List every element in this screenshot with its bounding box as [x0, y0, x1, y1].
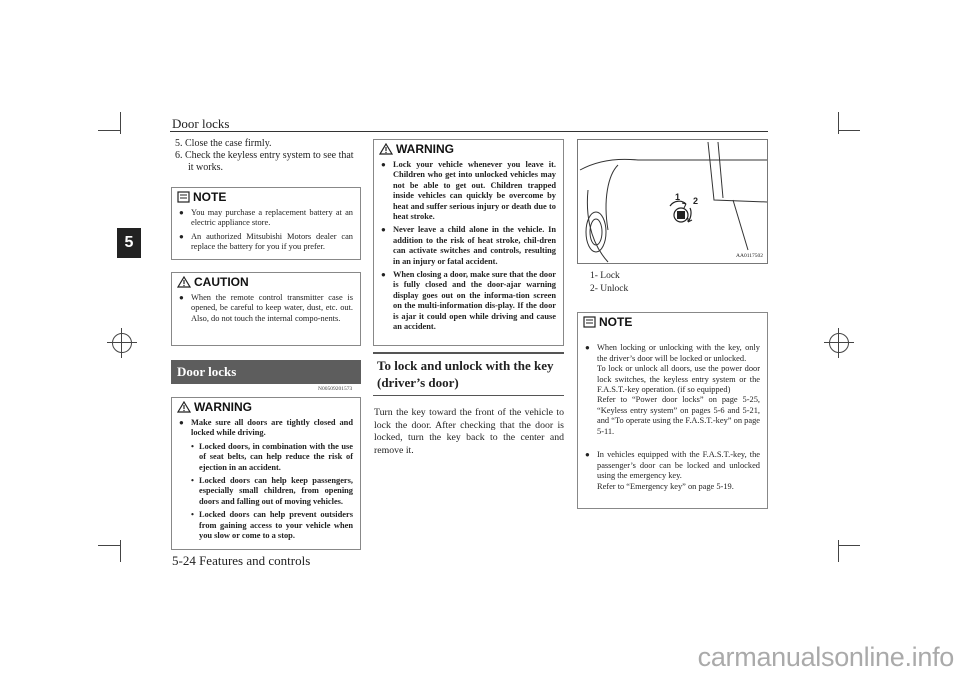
registration-mark	[829, 333, 849, 353]
crop-mark	[98, 545, 120, 546]
note-heading	[583, 315, 760, 329]
warning-heading	[177, 400, 353, 414]
note-item-text: In vehicles equipped with the F.A.S.T.-key, the passenger’s door can be locked and unlocked using the emergency key. Refer to “Emergency key” on page 5-19.	[597, 450, 760, 491]
registration-mark	[112, 333, 132, 353]
warning-item-text: Never leave a child alone in the vehicle. In addition to the risk of heat stroke, chil-dren can activate switches and controls, resulting in an injury or fatal accident.	[393, 225, 556, 266]
warning-item: ● Lock your vehicle whenever you leave it. Children who get into unlocked vehicles may not be able to get out. Children trapped inside vehicles can quickly be overcome by heat and suffer serious injury or death due to heat stroke.	[381, 160, 556, 222]
crop-mark	[120, 540, 121, 562]
warning-heading-text: WARNING	[396, 142, 454, 156]
section-heading-line: (driver’s door)	[377, 375, 459, 390]
warning-box	[373, 139, 564, 346]
illustration-code: AA0117502	[736, 253, 763, 259]
caution-item-text: When the remote control transmitter case is opened, be careful to keep water, dust, etc. out. Also, do not touch the internal compo-nents.	[191, 293, 353, 323]
note-item: ● When locking or unlocking with the key, only the driver’s door will be locked or unlocked. To lock or unlock all doors, use the power door lock switches, the keyless entry system or the F.A.S.T.-key operation. (if so equipped) Refer to “Power door locks” on page 5-25, “Keyless entry system” on pages 5-6 and 5-21, and “To operate using the F.A.S.T.-key” on page 5-11.	[585, 343, 760, 436]
note-icon	[583, 316, 596, 328]
crop-mark	[838, 130, 860, 131]
section-heading-door-locks: Door locks	[171, 360, 361, 384]
callout-1: 1	[675, 192, 681, 202]
section-heading-line: To lock and unlock with the key	[377, 358, 554, 373]
car-door-drawing	[578, 140, 767, 263]
warning-item-text: When closing a door, make sure that the door is fully closed and the door-ajar warning display goes out on the informa-tion screen on the multi-information dis-play. If the door is ajar it could open while driving and cause an accident.	[393, 270, 556, 332]
note-heading-text: NOTE	[193, 190, 227, 204]
crop-mark	[838, 540, 839, 562]
warning-item: ● When closing a door, make sure that the door is fully closed and the door-ajar warning display goes out on the informa-tion screen on the multi-information dis-play. If the door is ajar it could open while driving and cause an accident.	[381, 270, 556, 332]
warning-subitem-text: Locked doors, in combination with the use of seat belts, can help reduce the risk of ejection in an accident.	[199, 441, 353, 472]
caution-item: ● When the remote control transmitter case is opened, be careful to keep water, dust, etc. out. Also, do not touch the internal compo-nents.	[179, 293, 353, 323]
note-heading-text: NOTE	[599, 315, 633, 329]
warning-subitem: • Locked doors can help keep passengers, especially small children, from opening doors and falling out of moving vehicles.	[191, 476, 353, 506]
warning-item-text: Make sure all doors are tightly closed and locked while driving.	[191, 418, 353, 438]
warning-subitem: • Locked doors, in combination with the use of seat belts, can help reduce the risk of ejection in an accident.	[191, 441, 353, 472]
legend-item: 2- Unlock	[590, 284, 629, 294]
note-item: ● An authorized Mitsubishi Motors dealer can replace the battery for you if you prefer.	[179, 231, 353, 252]
legend-item: 1- Lock	[590, 271, 620, 281]
page-footer: 5-24 Features and controls	[172, 553, 311, 568]
watermark: carmanualsonline.info	[697, 642, 954, 672]
crop-mark	[838, 545, 860, 546]
header-rule	[170, 131, 768, 132]
crop-mark	[98, 130, 120, 131]
warning-item: ● Never leave a child alone in the vehicle. In addition to the risk of heat stroke, chil-dren can activate switches and controls, resulting in an injury or fatal accident.	[381, 225, 556, 266]
note-item-text: You may purchase a replacement battery at an electric appliance store.	[191, 208, 353, 228]
section-heading-key-lock	[373, 352, 564, 396]
note-icon	[177, 191, 190, 203]
warning-item-text: Lock your vehicle whenever you leave it. Children who get into unlocked vehicles may not be able to get out. Children trapped inside vehicles can quickly be overcome by heat and suffer serious injury or death due to heat stroke.	[393, 160, 556, 222]
caution-heading	[177, 275, 353, 289]
caution-box	[171, 272, 361, 346]
warning-subitem-text: Locked doors can help keep passengers, especially small children, from opening doors and falling out of moving vehicles.	[199, 476, 353, 506]
note-item-text: An authorized Mitsubishi Motors dealer can replace the battery for you if you prefer.	[191, 231, 353, 252]
step-6-continued: it works.	[188, 162, 223, 173]
note-item-text: When locking or unlocking with the key, only the driver’s door will be locked or unlocked. To lock or unlock all doors, use the power door lock switches, the keyless entry system or the F.A.S.T.-key operation. (if so equipped) Refer to “Power door locks” on page 5-25, “Keyless entry system” on pages 5-6 and 5-21, and “To operate using the F.A.S.T.-key” on page 5-11.	[597, 343, 760, 436]
step-5: 5. Close the case firmly.	[175, 138, 272, 149]
crop-mark	[120, 112, 121, 134]
callout-2: 2	[693, 196, 699, 206]
key-instruction-paragraph: Turn the key toward the front of the vehicle to lock the door. After checking that the door is locked, turn the key back to the center and remove it.	[374, 407, 564, 456]
note-box	[171, 187, 361, 260]
warning-subitem-text: Locked doors can help prevent outsiders from gaining access to your vehicle when you slow or come to a stop.	[199, 510, 353, 541]
warning-heading-text: WARNING	[194, 400, 252, 414]
caution-heading-text: CAUTION	[194, 275, 249, 289]
note-item: ● In vehicles equipped with the F.A.S.T.-key, the passenger’s door can be locked and unlocked using the emergency key. Refer to “Emergency key” on page 5-19.	[585, 450, 760, 491]
warning-item: ● Make sure all doors are tightly closed and locked while driving.	[179, 418, 353, 438]
door-lock-illustration	[577, 139, 768, 264]
note-item: ● You may purchase a replacement battery at an electric appliance store.	[179, 208, 353, 228]
caution-icon	[177, 276, 191, 288]
note-heading	[177, 190, 353, 204]
step-6: 6. Check the keyless entry system to see that	[175, 150, 354, 161]
warning-icon	[379, 143, 393, 155]
warning-box	[171, 397, 361, 550]
warning-heading	[379, 142, 556, 156]
warning-icon	[177, 401, 191, 413]
section-code: N00509201573	[318, 386, 353, 392]
warning-subitem: • Locked doors can help prevent outsiders from gaining access to your vehicle when you slow or come to a stop.	[191, 510, 353, 541]
note-box	[577, 312, 768, 509]
page-header-title: Door locks	[172, 116, 230, 131]
chapter-tab: 5	[117, 228, 141, 258]
